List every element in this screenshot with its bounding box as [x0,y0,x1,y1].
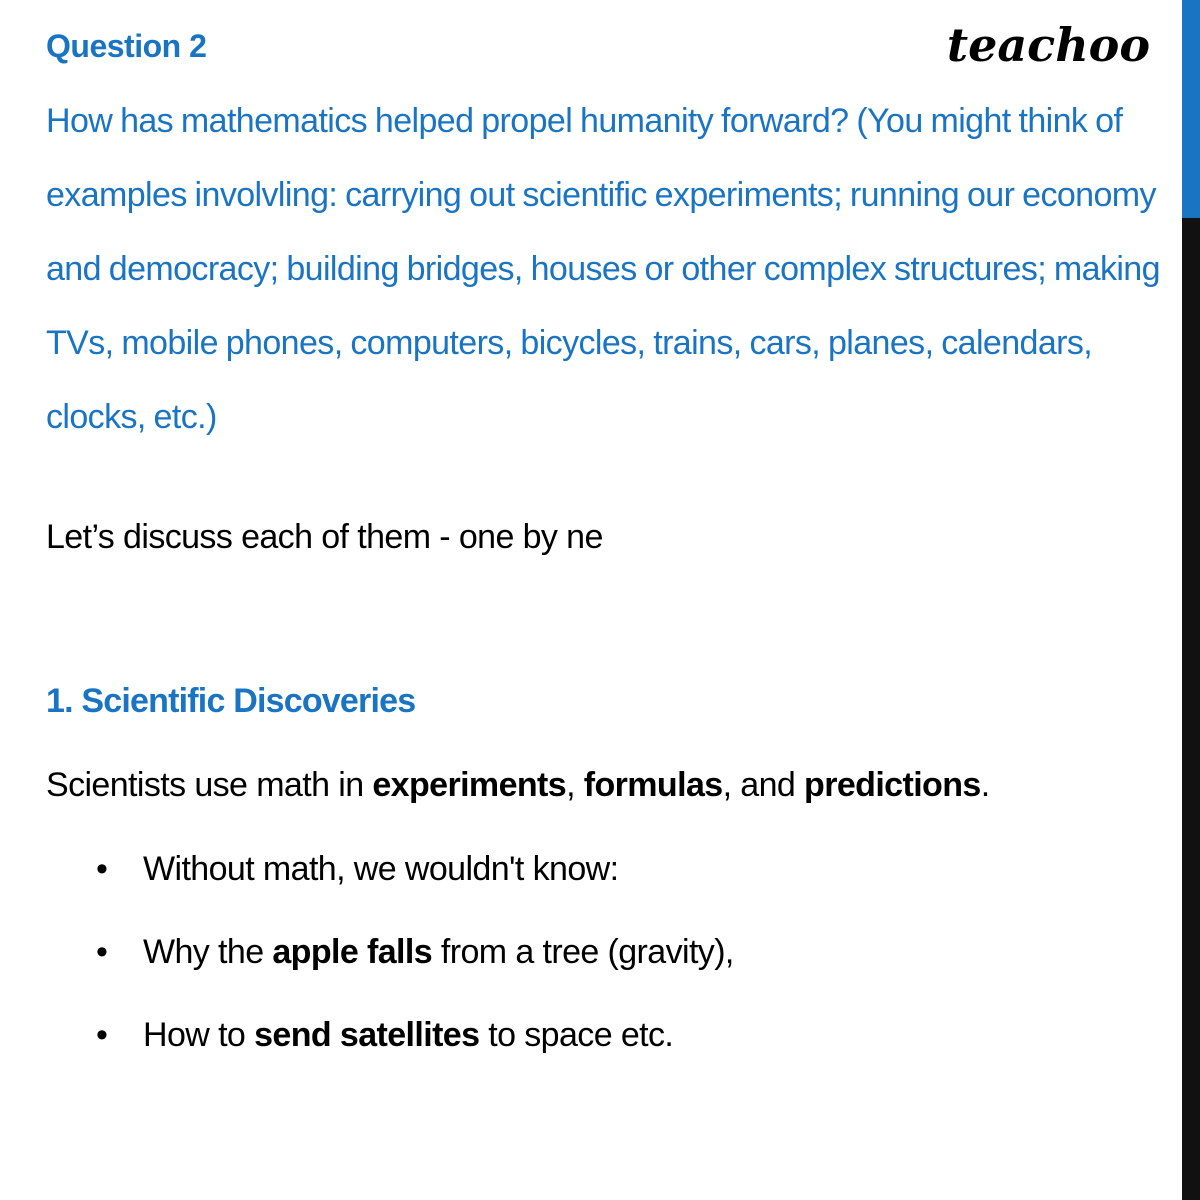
bullet-suffix: to space etc. [479,1016,674,1054]
question-text: How has mathematics helped propel humanity forward? (You might think of examples involvling: carrying out scientific experiments; running our economy and democracy; building bridges, houses or other complex structures; making TVs, mobile phones, computers, bicycles, trains, cars, planes, calendars, clocks, etc.) [46,102,1160,436]
bullet-prefix: How to [143,1016,255,1054]
bullet-dot-icon: • [96,933,108,971]
intro-text: Let’s discuss each of them - one by ne [46,518,603,556]
teachoo-logo: teachoo [946,18,1150,72]
bold-apple-falls: apple falls [272,933,433,971]
bullet-prefix: Why the [143,933,273,971]
section-heading: 1. Scientific Discoveries [46,682,416,720]
section-intro-sep1: , [566,766,584,804]
bold-send-satellites: send satellites [254,1016,480,1054]
question-label: Question 2 [46,28,207,64]
bullet-text [143,1016,673,1055]
bullet-suffix: from a tree (gravity), [432,933,734,971]
section-intro-prefix: Scientists use math in [46,766,373,804]
side-accent-bar-dark [1182,218,1200,1200]
bold-formulas: formulas [583,766,723,804]
section-intro [46,766,990,805]
bullet-dot-icon: • [96,850,108,888]
side-accent-bar-blue [1182,0,1200,218]
section-intro-suffix: . [980,766,990,804]
bullet-dot-icon: • [96,1016,108,1054]
section-intro-sep2: , and [722,766,805,804]
bold-experiments: experiments [372,766,567,804]
bold-predictions: predictions [804,766,981,804]
bullet-text: Without math, we wouldn't know: [143,850,619,888]
bullet-text [143,933,734,972]
